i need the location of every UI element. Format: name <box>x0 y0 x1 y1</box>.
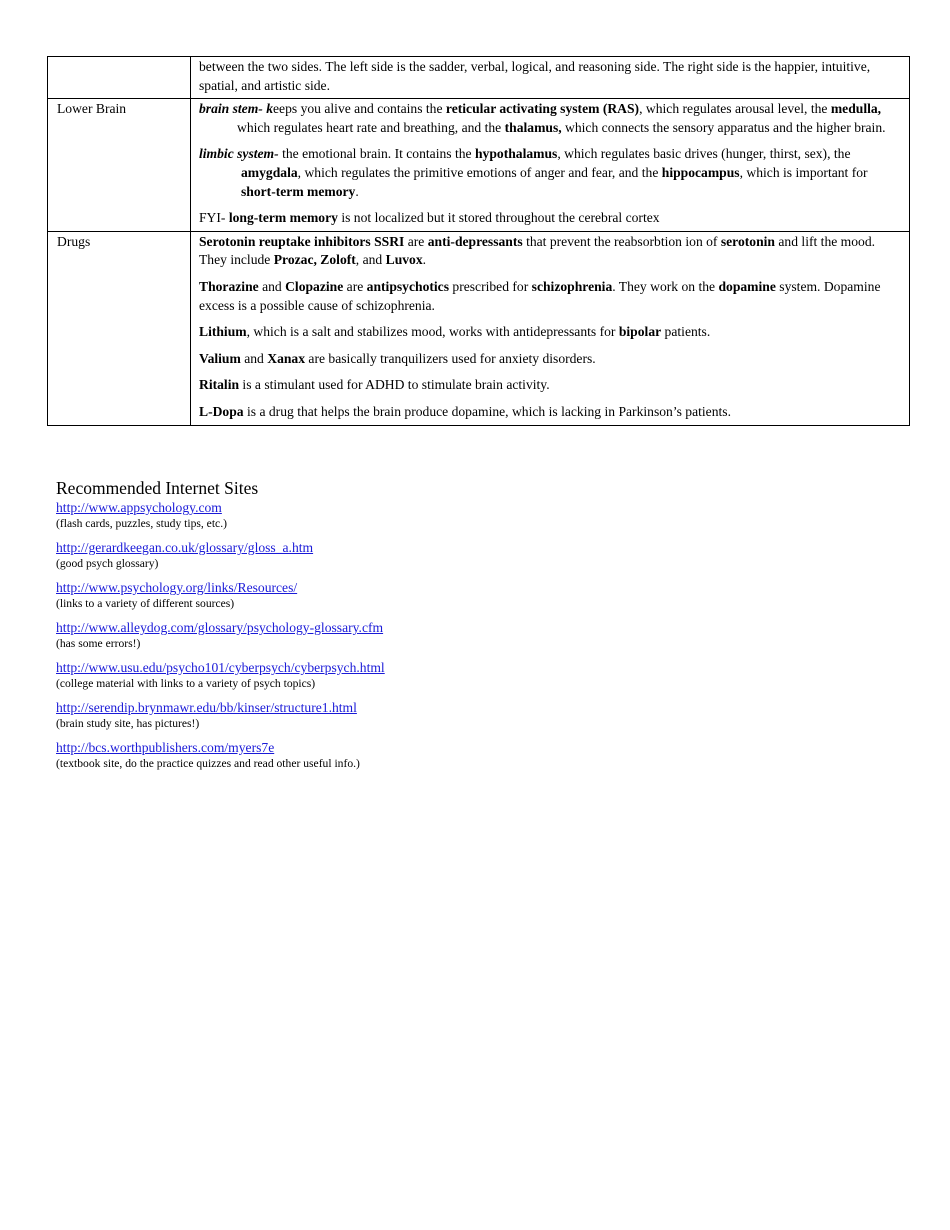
text-run: and lift the mood. They include <box>199 233 876 268</box>
site-entry <box>56 699 756 731</box>
bold-term: Ritalin <box>199 377 240 393</box>
text-run: are <box>343 278 367 294</box>
text-run: system. Dopamine excess is a possible cause of schizophrenia. <box>199 278 881 313</box>
text-run: between the two sides. The left side is the sadder, verbal, logical, and reasoning side. The right side is the happier, intuitive, spatial, and artistic side. <box>199 59 871 93</box>
bold-term: Clopazine <box>285 278 344 294</box>
bold-term: long-term memory <box>228 210 338 226</box>
text-run: , which regulates basic drives (hunger, thirst, sex), the <box>557 146 851 162</box>
text-run: . <box>422 252 427 268</box>
site-link[interactable]: http://www.appsychology.com <box>56 500 222 515</box>
site-link[interactable]: http://www.usu.edu/psycho101/cyberpsych/cyberpsych.html <box>56 660 385 675</box>
paragraph <box>199 58 901 95</box>
bold-term: Thorazine <box>199 278 259 294</box>
text-run: patients. <box>661 324 711 340</box>
text-run: and <box>240 350 268 366</box>
row-content <box>191 99 910 232</box>
text-run: prescribed for <box>449 278 532 294</box>
bold-term: reticular activating system (RAS) <box>445 101 640 117</box>
text-run: and <box>258 278 286 294</box>
paragraph-ritalin <box>199 376 901 395</box>
bold-term: schizophrenia <box>531 278 613 294</box>
paragraph-antipsychotics <box>199 278 901 315</box>
bold-term: Valium <box>199 350 241 366</box>
text-run: , which regulates arousal level, the <box>639 101 831 117</box>
text-run: is a stimulant used for ADHD to stimulate brain activity. <box>239 377 550 393</box>
text-run: the emotional brain. It contains the <box>278 146 475 162</box>
bold-term: Prozac, Zoloft <box>273 252 356 268</box>
paragraph-fyi <box>199 209 901 228</box>
bold-term: brain stem- k <box>199 101 274 117</box>
recommended-sites <box>56 477 756 771</box>
row-label: Lower Brain <box>48 99 191 232</box>
text-run: eeps you alive and contains the <box>273 101 446 117</box>
bold-term: Luvox <box>385 252 423 268</box>
site-link[interactable]: http://www.alleydog.com/glossary/psychology-glossary.cfm <box>56 620 384 635</box>
bold-term: Serotonin reuptake inhibitors SSRI <box>199 233 405 249</box>
bold-term: dopamine <box>718 278 776 294</box>
table-row-drugs <box>48 231 910 425</box>
text-run: . <box>355 183 359 199</box>
bold-term: serotonin <box>720 233 775 249</box>
notes-table <box>47 56 910 426</box>
paragraph-tranquilizers <box>199 350 901 369</box>
text-run: , which is a salt and stabilizes mood, works with antidepressants for <box>246 324 619 340</box>
text-run: which regulates heart rate and breathing, and the <box>237 119 505 135</box>
text-run: . They work on the <box>612 278 719 294</box>
text-run: which connects the sensory apparatus and the higher brain. <box>561 119 886 135</box>
site-link[interactable]: http://www.psychology.org/links/Resources/ <box>56 580 298 595</box>
site-note: (textbook site, do the practice quizzes and read other useful info.) <box>56 757 360 770</box>
site-note: (flash cards, puzzles, study tips, etc.) <box>56 517 227 530</box>
text-run: FYI- <box>199 210 229 226</box>
site-note: (links to a variety of different sources) <box>56 597 235 610</box>
text-run: are <box>404 233 428 249</box>
table-row-continuation <box>48 57 910 99</box>
text-run: is a drug that helps the brain produce dopamine, which is lacking in Parkinson’s patients. <box>243 403 731 419</box>
site-entry <box>56 539 756 571</box>
table-row-lower-brain <box>48 99 910 232</box>
bold-term: anti-depressants <box>427 233 523 249</box>
site-entry <box>56 659 756 691</box>
site-link[interactable]: http://gerardkeegan.co.uk/glossary/gloss_a.htm <box>56 540 314 555</box>
site-note: (college material with links to a variety of psych topics) <box>56 677 316 690</box>
paragraph-limbic-system <box>199 145 901 201</box>
site-entry <box>56 619 756 651</box>
bold-term: thalamus, <box>504 119 562 135</box>
bold-term: bipolar <box>618 324 662 340</box>
bold-term: L-Dopa <box>199 403 244 419</box>
paragraph-brain-stem <box>199 100 901 137</box>
row-label: Drugs <box>48 231 191 425</box>
paragraph-lithium <box>199 323 901 342</box>
text-run: , which regulates the primitive emotions of anger and fear, and the <box>297 164 662 180</box>
site-link[interactable]: http://serendip.brynmawr.edu/bb/kinser/structure1.html <box>56 700 357 715</box>
site-note: (brain study site, has pictures!) <box>56 717 200 730</box>
text-run: , which is important for <box>739 164 868 180</box>
bold-term: hypothalamus <box>474 146 558 162</box>
bold-term: Lithium <box>199 324 247 340</box>
site-note: (good psych glossary) <box>56 557 159 570</box>
site-entry <box>56 579 756 611</box>
bold-term: Xanax <box>267 350 306 366</box>
bold-term: medulla, <box>830 101 882 117</box>
paragraph-l-dopa <box>199 403 901 422</box>
text-run: is not localized but it stored throughout the cerebral cortex <box>337 210 660 226</box>
row-content <box>191 231 910 425</box>
bold-term: antipsychotics <box>366 278 449 294</box>
bold-term: limbic system- <box>199 146 279 162</box>
paragraph-ssri <box>199 233 901 270</box>
bold-term: hippocampus <box>661 164 740 180</box>
text-run: are basically tranquilizers used for anxiety disorders. <box>305 350 596 366</box>
bold-term: short-term memory <box>241 183 356 199</box>
sites-heading: Recommended Internet Sites <box>56 478 259 498</box>
bold-term: amygdala <box>241 164 298 180</box>
row-content <box>191 57 910 99</box>
notes-table-body <box>48 57 910 426</box>
site-entry <box>56 499 756 531</box>
text-run: that prevent the reabsorbtion ion of <box>522 233 721 249</box>
text-run: , and <box>355 252 386 268</box>
site-link[interactable]: http://bcs.worthpublishers.com/myers7e <box>56 740 275 755</box>
row-label <box>48 57 191 99</box>
site-note: (has some errors!) <box>56 637 141 650</box>
site-entry <box>56 739 756 771</box>
